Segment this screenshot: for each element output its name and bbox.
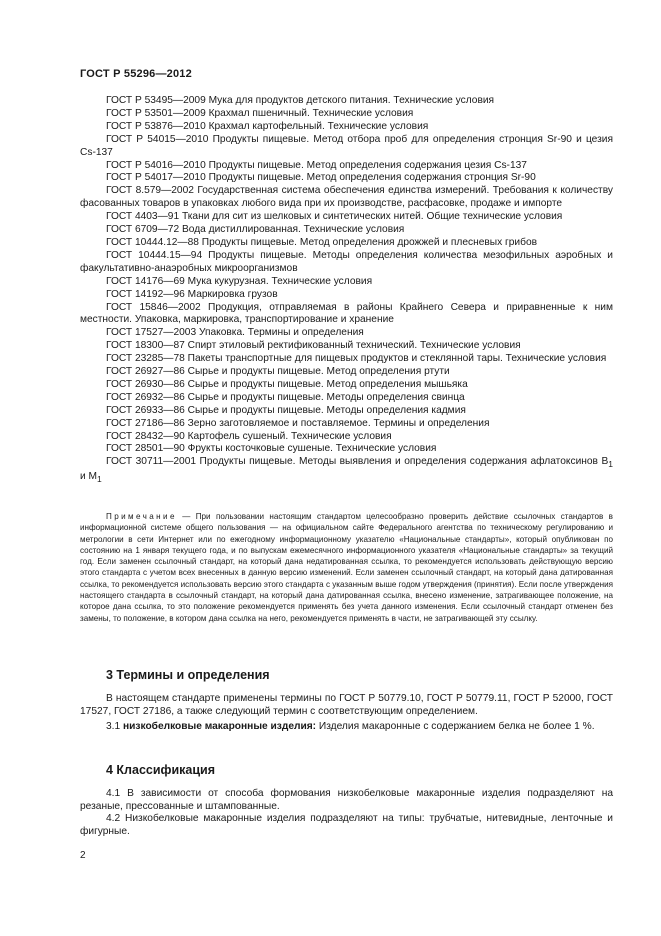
- reference-item: ГОСТ 8.579—2002 Государственная система обеспечения единства измерений. Требования к количеству фасованных товаров в упаковках любого вида при их производстве, расфасовке, продаже и импорте: [80, 185, 613, 210]
- reference-item-aflatoxins: [80, 456, 613, 486]
- subscript: 1: [608, 459, 613, 470]
- reference-item: ГОСТ 27186—86 Зерно заготовляемое и поставляемое. Термины и определения: [106, 417, 490, 429]
- reference-item: ГОСТ 14176—69 Мука кукурузная. Технические условия: [106, 275, 373, 287]
- reference-item: ГОСТ 10444.12—88 Продукты пищевые. Метод определения дрожжей и плесневых грибов: [106, 236, 538, 248]
- reference-item: ГОСТ 4403—91 Ткани для сит из шелковых и синтетических нитей. Общие технические условия: [106, 211, 563, 223]
- reference-item: ГОСТ 26933—86 Сырье и продукты пищевые. Методы определения кадмия: [106, 404, 466, 416]
- normative-references-list: [80, 95, 613, 486]
- note-block: [80, 511, 613, 624]
- section-4-paragraph-1: 4.1 В зависимости от способа формования низкобелковые макаронные изделия подразделяют на резаные, прессованные и штампованные.: [80, 788, 613, 812]
- reference-item: ГОСТ 28501—90 Фрукты косточковые сушеные. Технические условия: [106, 443, 437, 455]
- subscript: 1: [97, 474, 102, 485]
- page-number: 2: [80, 850, 86, 861]
- reference-item: ГОСТ 15846—2002 Продукция, отправляемая в районы Крайнего Севера и приравненные к ним местности. Упаковка, маркировка, транспортирование и хранение: [80, 301, 613, 326]
- reference-item: ГОСТ 28432—90 Картофель сушеный. Технические условия: [106, 430, 392, 442]
- reference-item: ГОСТ 6709—72 Вода дистиллированная. Технические условия: [106, 224, 405, 236]
- reference-item: ГОСТ Р 54017—2010 Продукты пищевые. Метод определения содержания стронция Sr-90: [106, 172, 536, 184]
- section-4-paragraph-2: 4.2 Низкобелковые макаронные изделия подразделяют на типы: трубчатые, нитевидные, ленточные и фигурные.: [80, 813, 613, 837]
- section-4-title: 4 Классификация: [106, 763, 216, 777]
- item-number: 3.1: [106, 721, 123, 732]
- document-header: ГОСТ Р 55296—2012: [80, 68, 192, 80]
- reference-item: ГОСТ 10444.15—94 Продукты пищевые. Методы определения количества мезофильных аэробных и факультативно-анаэробных микроорганизмов: [80, 249, 613, 274]
- reference-item: ГОСТ Р 53501—2009 Крахмал пшеничный. Технические условия: [106, 107, 414, 119]
- reference-item: ГОСТ 26930—86 Сырье и продукты пищевые. Метод определения мышьяка: [106, 378, 468, 390]
- reference-text-mid: и M: [80, 471, 98, 483]
- definition-text: Изделия макаронные с содержанием белка не более 1 %.: [316, 721, 595, 732]
- reference-item: ГОСТ 17527—2003 Упаковка. Термины и определения: [106, 327, 364, 339]
- section-3-title: 3 Термины и определения: [106, 668, 270, 682]
- note-label: Примечание: [106, 512, 177, 521]
- reference-item: ГОСТ Р 53876—2010 Крахмал картофельный. Технические условия: [106, 120, 429, 132]
- section-3-intro: В настоящем стандарте применены термины по ГОСТ Р 50779.10, ГОСТ Р 50779.11, ГОСТ Р 52000, ГОСТ 17527, ГОСТ 27186, а также следующий термин с соответствующим определением.: [80, 693, 613, 717]
- reference-item: ГОСТ Р 54015—2010 Продукты пищевые. Метод отбора проб для определения стронция Sr-90 и цезия Cs-137: [80, 133, 613, 158]
- reference-item: ГОСТ Р 53495—2009 Мука для продуктов детского питания. Технические условия: [106, 95, 495, 106]
- section-3-definition: [80, 721, 613, 734]
- note-text: — При пользовании настоящим стандартом целесообразно проверить действие ссылочных стандартов в информационной системе общего пользования — на официальном сайте Федерального агентства по техническому регулированию и метрологии в сети Интернет или по ежегодному информационному указателю «Национальные стандарты», который опубликован по состоянию на 1 января текущего года, и по выпускам ежемесячного информационного указателя «Национальные стандарты» за текущий год. Если заменен ссылочный стандарт, на который дана недатированная ссылка, то рекомендуется использовать действующую версию этого стандарта с учетом всех внесенных в данную версию изменений. Если заменен ссылочный стандарт, на который дана датированная ссылка, то рекомендуется использовать версию этого стандарта с указанным выше годом утверждения (принятия). Если после утверждения настоящего стандарта в ссылочный стандарт, на который дана датированная ссылка, внесено изменение, затрагивающее положение, на которое дана ссылка, то это положение рекомендуется применять без учета данного изменения. Если ссылочный стандарт отменен без замены, то положение, в котором дана ссылка на него, рекомендуется применять в части, не затрагивающей эту ссылку.: [80, 512, 613, 623]
- reference-item: ГОСТ Р 54016—2010 Продукты пищевые. Метод определения содержания цезия Cs-137: [106, 159, 527, 171]
- reference-item: ГОСТ 14192—96 Маркировка грузов: [106, 288, 278, 300]
- reference-item: ГОСТ 23285—78 Пакеты транспортные для пищевых продуктов и стеклянной тары. Технические условия: [106, 353, 607, 365]
- term: низкобелковые макаронные изделия:: [123, 721, 317, 732]
- note-paragraph: [80, 511, 613, 624]
- reference-item: ГОСТ 26927—86 Сырье и продукты пищевые. Метод определения ртути: [106, 366, 450, 378]
- reference-item: ГОСТ 18300—87 Спирт этиловый ректификованный технический. Технические условия: [106, 340, 521, 352]
- reference-item: ГОСТ 26932—86 Сырье и продукты пищевые. Методы определения свинца: [106, 391, 465, 403]
- reference-text: ГОСТ 30711—2001 Продукты пищевые. Методы выявления и определения содержания афлатоксинов B: [106, 456, 609, 468]
